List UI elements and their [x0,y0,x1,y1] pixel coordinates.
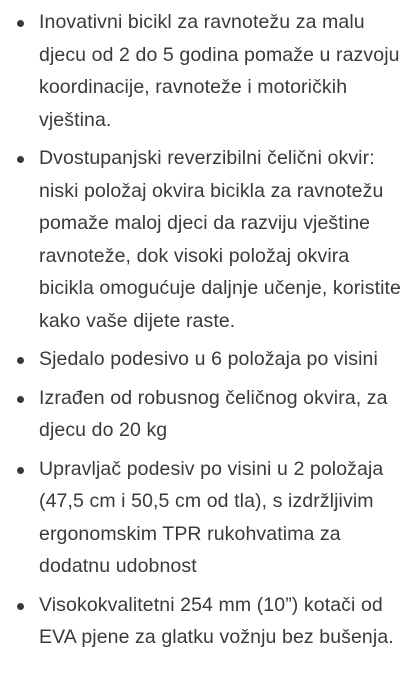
list-item [14,343,402,376]
bullet-icon [17,156,24,163]
bullet-icon [17,20,24,27]
list-item [14,142,402,337]
bullet-icon [17,396,24,403]
feature-text: Inovativni bicikl za ravnotežu za malu djecu od 2 do 5 godina pomaže u razvoju koordinacije, ravnoteže i motoričkih vještina. [39,11,400,131]
bullet-icon [17,467,24,474]
feature-text: Sjedalo podesivo u 6 položaja po visini [39,348,378,370]
list-item [14,453,402,583]
feature-list [14,6,402,654]
bullet-icon [17,603,24,610]
bullet-icon [17,357,24,364]
feature-text: Izrađen od robusnog čeličnog okvira, za djecu do 20 kg [39,386,388,441]
list-item [14,589,402,654]
feature-text: Upravljač podesiv po visini u 2 položaja (47,5 cm i 50,5 cm od tla), s izdržljivim ergonomskim TPR rukohvatima za dodatnu udobnost [39,457,384,577]
list-item [14,382,402,447]
feature-text: Visokokvalitetni 254 mm (10”) kotači od EVA pjene za glatku vožnju bez bušenja. [39,593,394,648]
list-item [14,6,402,136]
feature-text: Dvostupanjski reverzibilni čelični okvir: niski položaj okvira bicikla za ravnotežu pomaže maloj djeci da razviju vještine ravnoteže, dok visoki položaj okvira bicikla omogućuje daljnje učenje, koristite kako vaše dijete raste. [39,147,401,332]
